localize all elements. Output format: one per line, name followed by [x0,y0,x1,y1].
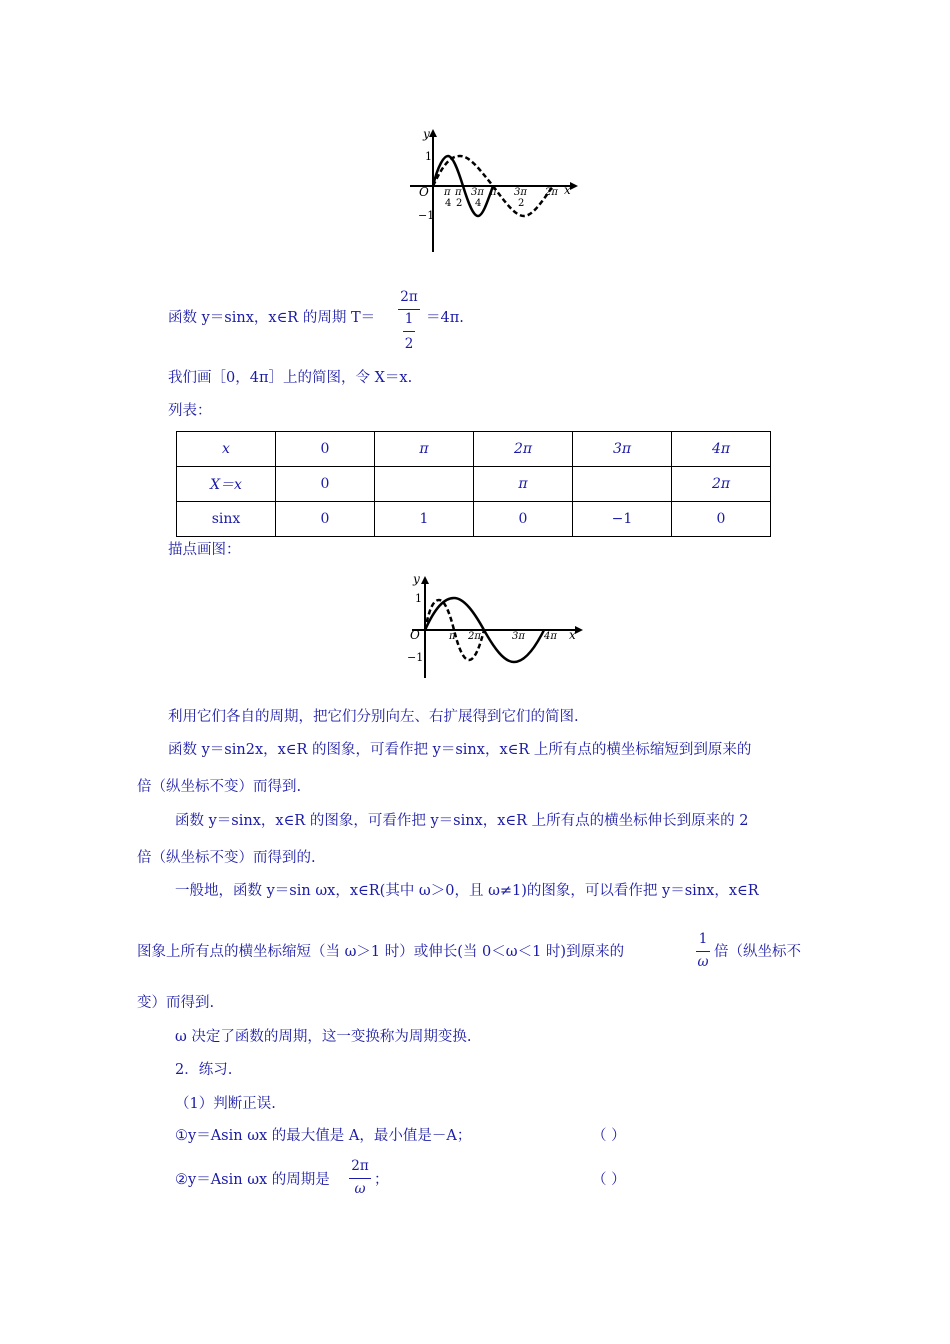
table-cell: 0 [276,467,375,502]
label-origin: O [419,185,429,199]
subsection-judge: （1）判断正误. [175,1096,276,1112]
table-cell: 0 [672,502,771,537]
draw-line: 我们画［0，4π］上的简图，令 X＝x. [168,370,413,386]
period-line-prefix: 函数 y＝sinx，x∈R 的周期 T＝ [168,310,376,326]
tick-pi-4-den: 4 [445,198,452,209]
table-cell: 1 [375,502,474,537]
tick-2pi: 2π [545,187,558,198]
paragraph-sin2x-b: 倍（纵坐标不变）而得到. [137,779,302,795]
table-cell: 2π [672,467,771,502]
tick-2pi: 2π [468,631,481,642]
q2-frac-line [349,1178,371,1179]
section-practice: 2．练习. [175,1062,233,1078]
paragraph-general-b: 图象上所有点的横坐标缩短（当 ω＞1 时）或伸长(当 0＜ω＜1 时)到原来的 [137,944,625,960]
omega-frac-den: ω [697,954,709,970]
y-axis-arrow [429,129,437,137]
table-cell: x [177,432,276,467]
x-axis-arrow [575,626,583,634]
period-line-suffix: ＝4π. [426,310,464,326]
period-frac-inner-line [403,331,415,332]
value-table [176,431,771,537]
question-1-answer-box: （ ） [592,1128,626,1144]
y-axis-arrow [421,576,429,584]
table-label: 列表： [168,403,212,419]
table-cell: π [375,432,474,467]
label-y: y [423,127,430,141]
period-frac-line [398,309,420,310]
tick-pi-2-den: 2 [456,198,463,209]
table-cell: sinx [177,502,276,537]
table-row [177,432,771,467]
tick-pi-2-num: π [455,187,462,198]
tick-3pi: 3π [512,631,525,642]
table-cell: −1 [573,502,672,537]
x-axis-arrow [570,182,578,190]
table-cell: π [474,467,573,502]
paragraph-sinx-b: 倍（纵坐标不变）而得到的. [137,850,316,866]
paragraph-general-c: 倍（纵坐标不 [714,944,801,960]
paragraph-general-a: 一般地，函数 y＝sin ωx，x∈R(其中 ω＞0，且 ω≠1)的图象，可以看作把 y＝sinx，x∈R [175,883,759,899]
table-cell: 3π [573,432,672,467]
table-cell: 0 [474,502,573,537]
tick-3pi-2-den: 2 [518,198,525,209]
question-2-tail: ； [374,1172,389,1188]
paragraph-sinx-a: 函数 y＝sinx，x∈R 的图象，可看作把 y＝sinx，x∈R 上所有点的横坐标伸长到原来的 2 [175,813,749,829]
label-y: y [413,572,420,586]
figure-sine-period-pi [400,125,580,255]
tick-4pi: 4π [544,631,557,642]
label-x: x [564,183,571,197]
label-x: x [569,628,576,642]
label-origin: O [410,628,420,642]
table-cell: 2π [474,432,573,467]
q2-frac-den: ω [354,1181,366,1197]
period-frac-inner-den: 2 [404,336,414,352]
label-minus-one: −1 [418,209,435,222]
plot-label: 描点画图： [168,542,241,558]
table-row [177,502,771,537]
label-one: 1 [425,150,432,163]
tick-pi: π [449,631,456,642]
table-cell: 0 [276,432,375,467]
question-2: ②y＝Asin ωx 的周期是 [175,1172,330,1188]
question-2-answer-box: （ ） [592,1172,626,1188]
question-1: ①y＝Asin ωx 的最大值是 A，最小值是－A； [175,1128,472,1144]
tick-3pi-4-den: 4 [475,198,482,209]
paragraph-general-d: 变）而得到. [137,995,215,1011]
table-cell [573,467,672,502]
paragraph-sin2x-a: 函数 y＝sin2x，x∈R 的图象，可看作把 y＝sinx，x∈R 上所有点的横坐标缩短到到原来的 [168,742,752,758]
period-frac-inner-num: 1 [404,311,414,327]
period-frac-num: 2π [400,289,418,305]
paragraph-omega-period: ω 决定了函数的周期，这一变换称为周期变换. [175,1029,472,1045]
omega-frac-num: 1 [698,931,708,947]
label-minus-one: −1 [407,651,424,664]
omega-frac-line [696,951,710,952]
table-cell: 0 [276,502,375,537]
figure-sine-period-4pi [402,570,587,682]
tick-3pi-2-num: 3π [514,187,527,198]
tick-3pi-4-num: 3π [471,187,484,198]
tick-pi: π [490,187,497,198]
table-row [177,467,771,502]
label-one: 1 [415,592,422,605]
paragraph-extend: 利用它们各自的周期，把它们分别向左、右扩展得到它们的简图. [168,709,579,725]
table-cell: X＝x [177,467,276,502]
q2-frac-num: 2π [351,1158,369,1174]
tick-pi-4-num: π [444,187,451,198]
table-cell [375,467,474,502]
table-cell: 4π [672,432,771,467]
